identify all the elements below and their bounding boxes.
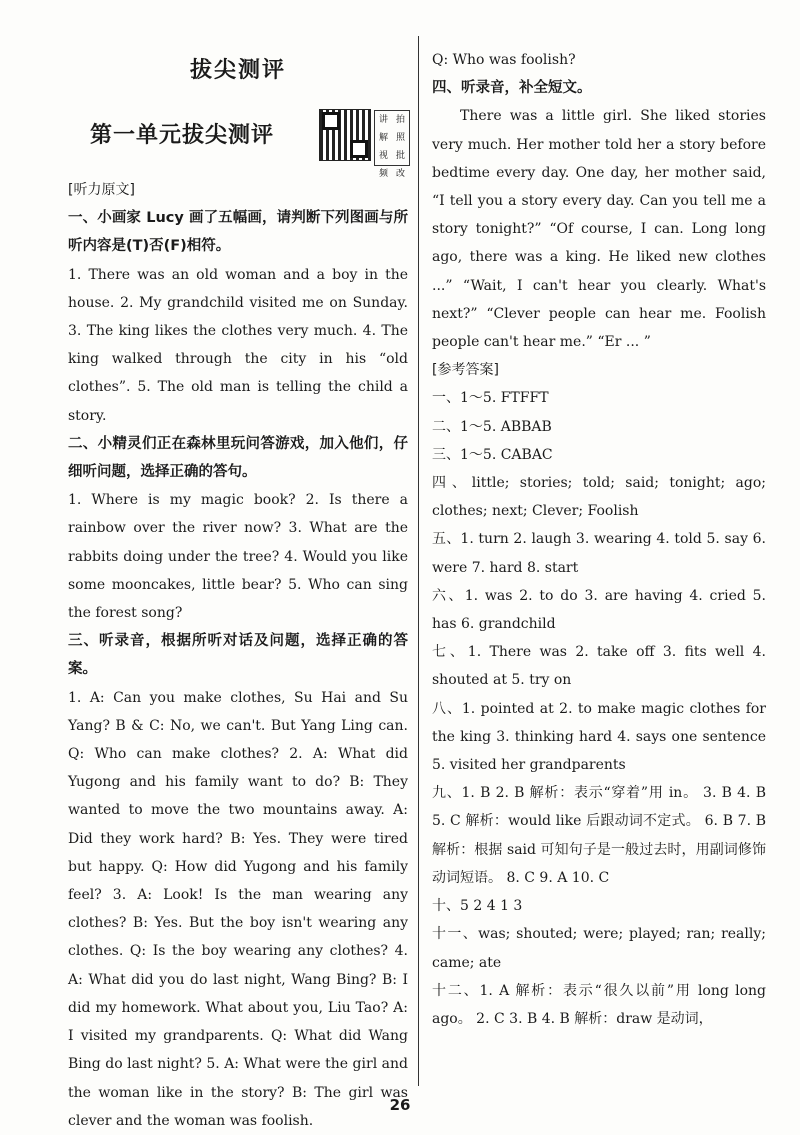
section1-heading: 一、小画家 Lucy 画了五幅画，请判断下列图画与所听内容是(T)否(F)相符。 (68, 210, 408, 255)
qr-label: 讲 (378, 115, 388, 125)
answers-header: [参考答案] (432, 362, 499, 379)
answer-line: 四、little; stories; told; said; tonight; ago; clothes; next; Clever; Foolish (432, 475, 766, 520)
listening-text-header: [听力原文] (68, 182, 135, 198)
answer-line: 二、1～5. ABBAB (432, 418, 552, 435)
main-title: 拔尖测评 (189, 58, 286, 83)
section1-text: 1. There was an old woman and a boy in the house. 2. My grandchild visited me on Sunday. 3. The king likes the clothes very much. 4. The king walked through the city in his “old clothes”. 5. The old man is telling the child a story. (68, 266, 408, 424)
answer-line: 八、1. pointed at 2. to make magic clothes for the king 3. thinking hard 4. says one sentence 5. visited her grandparents (432, 700, 766, 774)
qr-labels (374, 110, 410, 179)
unit-title-row (68, 108, 408, 179)
answer-line: 十、5 2 4 1 3 (432, 898, 523, 915)
qr-label: 照 (395, 133, 405, 143)
answer-line: 一、1～5. FTFFT (432, 390, 549, 407)
answer-line: 十二、1. A 解析：表示“很久以前”用 long long ago。 2. C 3. B 4. B 解析：draw 是动词， (432, 982, 766, 1027)
qr-label: 改 (395, 169, 405, 179)
qr-code-block[interactable] (320, 110, 408, 179)
column-divider (418, 36, 419, 1086)
section4-text: There was a little girl. She liked stories very much. Her mother told her a story before bedtime every day. One day, her mother said, “I tell you a story every day. Can you tell me a story tonight?” “Of course, I can. Long long ago, there was a king. He liked new clothes ...” “Wait, I can't hear you clearly. What's next?” “Clever people can hear me. Foolish people can't hear me.” “Er ... ” (432, 108, 766, 351)
qr-label: 解 (378, 133, 388, 143)
qr-label: 批 (395, 151, 405, 161)
section3-question: Q: Who was foolish? (432, 52, 576, 68)
answer-line: 五、1. turn 2. laugh 3. wearing 4. told 5. say 6. were 7. hard 8. start (432, 531, 766, 576)
answer-line: 三、1～5. CABAC (432, 446, 553, 463)
qr-label: 频 (378, 169, 388, 179)
section4-heading: 四、听录音，补全短文。 (432, 80, 592, 97)
right-column (432, 46, 766, 1033)
page-number: 26 (389, 1096, 411, 1114)
left-column (68, 46, 408, 1135)
answer-line: 九、1. B 2. B 解析：表示“穿着”用 in。 3. B 4. B 5. C 解析：would like 后跟动词不定式。 6. B 7. B 解析：根据 said 可知句子是一般过去时，用副词修饰动词短语。 8. C 9. A 10. C (432, 785, 766, 886)
qr-label: 拍 (395, 115, 405, 125)
section2-heading: 二、小精灵们正在森林里玩问答游戏，加入他们，仔细听问题，选择正确的答句。 (68, 435, 408, 481)
answer-line: 十一、was; shouted; were; played; ran; really; came; ate (432, 926, 766, 971)
answer-line: 六、1. was 2. to do 3. are having 4. cried 5. has 6. grandchild (432, 587, 766, 633)
section3-heading: 三、听录音，根据所听对话及问题，选择正确的答案。 (68, 633, 408, 678)
answer-line: 七、1. There was 2. take off 3. fits well 4. shouted at 5. try on (432, 644, 766, 689)
unit-title: 第一单元拔尖测评 (90, 123, 275, 148)
qr-label: 视 (378, 151, 388, 161)
section2-text: 1. Where is my magic book? 2. Is there a rainbow over the river now? 3. What are the rabbits doing under the tree? 4. Would you like some mooncakes, little bear? 5. Who can sing the forest song? (68, 492, 408, 622)
section3-text: 1. A: Can you make clothes, Su Hai and Su Yang? B & C: No, we can't. But Yang Ling can. Q: Who can make clothes? 2. A: What did Yugong and his family want to do? B: They wanted to move the two mountains away. A: Did they work hard? B: Yes. They were tired but happy. Q: How did Yugong and his family feel? 3. A: Look! Is the man wearing any clothes? B: Yes. But the boy isn't wearing any clothes. Q: Is the boy wearing any clothes? 4. A: What did you do last night, Wang Bing? B: I did my homework. What about you, Liu Tao? A: I visited my grandparents. Q: What did Wang Bing do last night? 5. A: What were the girl and the woman like in the story? B: The girl was clever and the woman was foolish. (68, 689, 408, 1129)
qr-code-icon[interactable] (320, 110, 370, 160)
